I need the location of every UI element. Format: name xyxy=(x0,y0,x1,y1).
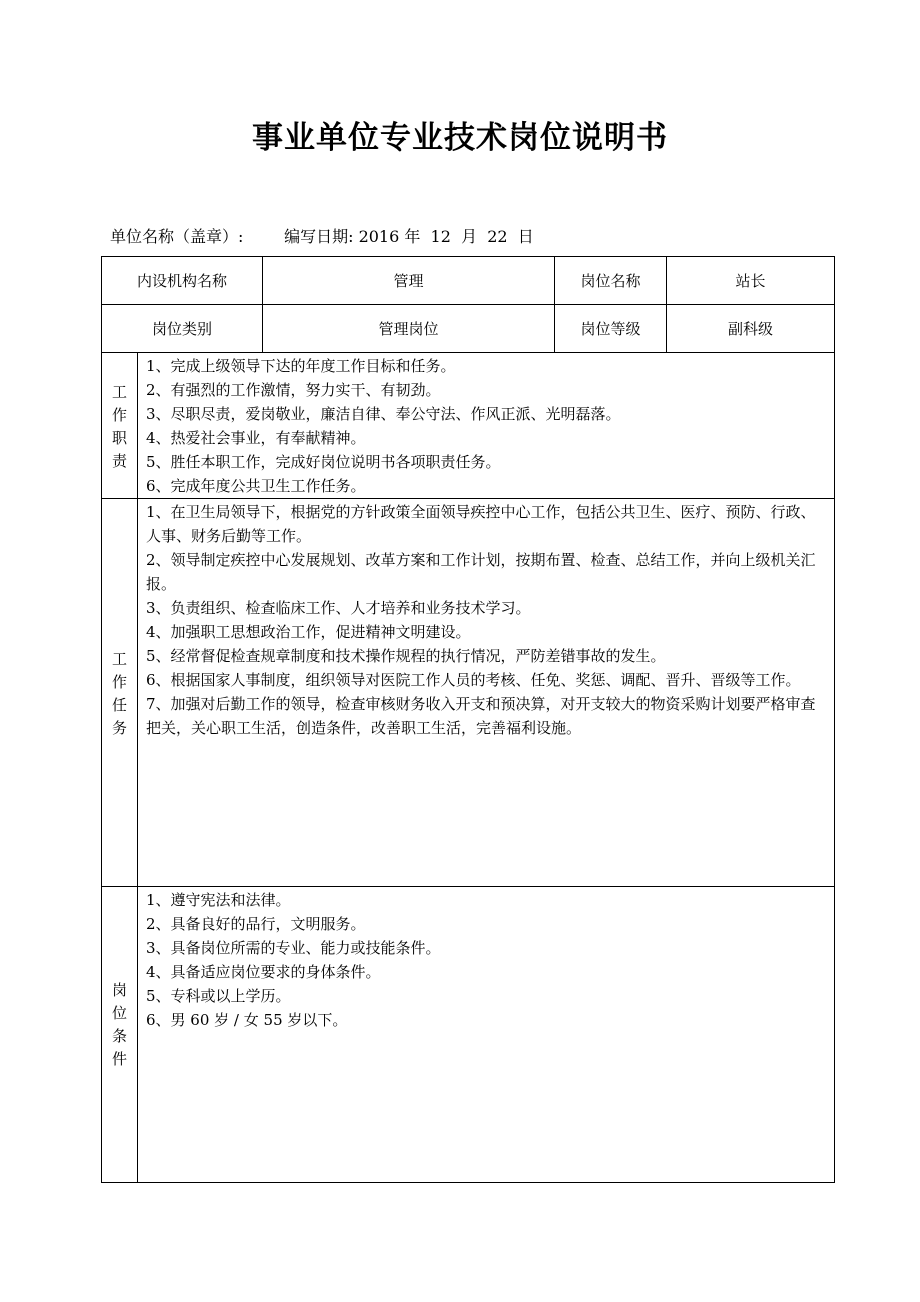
list-item: 1、遵守宪法和法律。 xyxy=(146,891,291,909)
list-item: 2、有强烈的工作激情，努力实干、有韧劲。 xyxy=(146,381,441,399)
grade-value: 副科级 xyxy=(667,305,835,353)
list-item: 6、男 60 岁 / 女 55 岁以下。 xyxy=(146,1011,348,1029)
date-label: 编写日期: 2016 年 12 月 22 日 xyxy=(284,227,534,246)
category-label: 岗位类别 xyxy=(102,305,263,353)
job-description-table xyxy=(101,256,835,1183)
list-item: 5、经常督促检查规章制度和技术操作规程的执行情况，严防差错事故的发生。 xyxy=(146,647,666,665)
tasks-content xyxy=(138,499,835,887)
dept-value: 管理 xyxy=(263,257,555,305)
grade-label: 岗位等级 xyxy=(555,305,667,353)
page-title: 事业单位专业技术岗位说明书 xyxy=(252,120,668,156)
unit-name-label: 单位名称（盖章）: xyxy=(110,227,244,246)
list-item: 2、领导制定疾控中心发展规划、改革方案和工作计划，按期布置、检查、总结工作，并向上级机关汇报。 xyxy=(146,551,816,593)
list-item: 1、完成上级领导下达的年度工作目标和任务。 xyxy=(146,357,456,375)
list-item: 4、加强职工思想政治工作，促进精神文明建设。 xyxy=(146,623,471,641)
duties-row xyxy=(102,353,835,499)
list-item: 1、在卫生局领导下，根据党的方针政策全面领导疾控中心工作，包括公共卫生、医疗、预防、行政、人事、财务后勤等工作。 xyxy=(146,503,816,545)
list-item: 5、胜任本职工作，完成好岗位说明书各项职责任务。 xyxy=(146,453,501,471)
list-item: 3、尽职尽责，爱岗敬业，廉洁自律、奉公守法、作风正派、光明磊落。 xyxy=(146,405,621,423)
list-item: 6、根据国家人事制度，组织领导对医院工作人员的考核、任免、奖惩、调配、晋升、晋级等工作。 xyxy=(146,671,801,689)
list-item: 4、热爱社会事业，有奉献精神。 xyxy=(146,429,366,447)
tasks-label: 工 作 任 务 xyxy=(102,499,138,887)
list-item: 6、完成年度公共卫生工作任务。 xyxy=(146,477,366,495)
list-item: 3、具备岗位所需的专业、能力或技能条件。 xyxy=(146,939,441,957)
list-item: 7、加强对后勤工作的领导，检查审核财务收入开支和预决算，对开支较大的物资采购计划要严格审查把关，关心职工生活，创造条件，改善职工生活，完善福利设施。 xyxy=(146,695,816,737)
dept-label: 内设机构名称 xyxy=(102,257,263,305)
category-grade-row xyxy=(102,305,835,353)
conditions-row xyxy=(102,887,835,1183)
tasks-row xyxy=(102,499,835,887)
conditions-content xyxy=(138,887,835,1183)
list-item: 3、负责组织、检查临床工作、人才培养和业务技术学习。 xyxy=(146,599,531,617)
post-value: 站长 xyxy=(667,257,835,305)
duties-content xyxy=(138,353,835,499)
document-meta xyxy=(110,224,534,247)
conditions-label: 岗 位 条 件 xyxy=(102,887,138,1183)
post-label: 岗位名称 xyxy=(555,257,667,305)
category-value: 管理岗位 xyxy=(263,305,555,353)
dept-post-row xyxy=(102,257,835,305)
duties-label: 工 作 职 责 xyxy=(102,353,138,499)
list-item: 4、具备适应岗位要求的身体条件。 xyxy=(146,963,381,981)
list-item: 5、专科或以上学历。 xyxy=(146,987,291,1005)
list-item: 2、具备良好的品行，文明服务。 xyxy=(146,915,366,933)
